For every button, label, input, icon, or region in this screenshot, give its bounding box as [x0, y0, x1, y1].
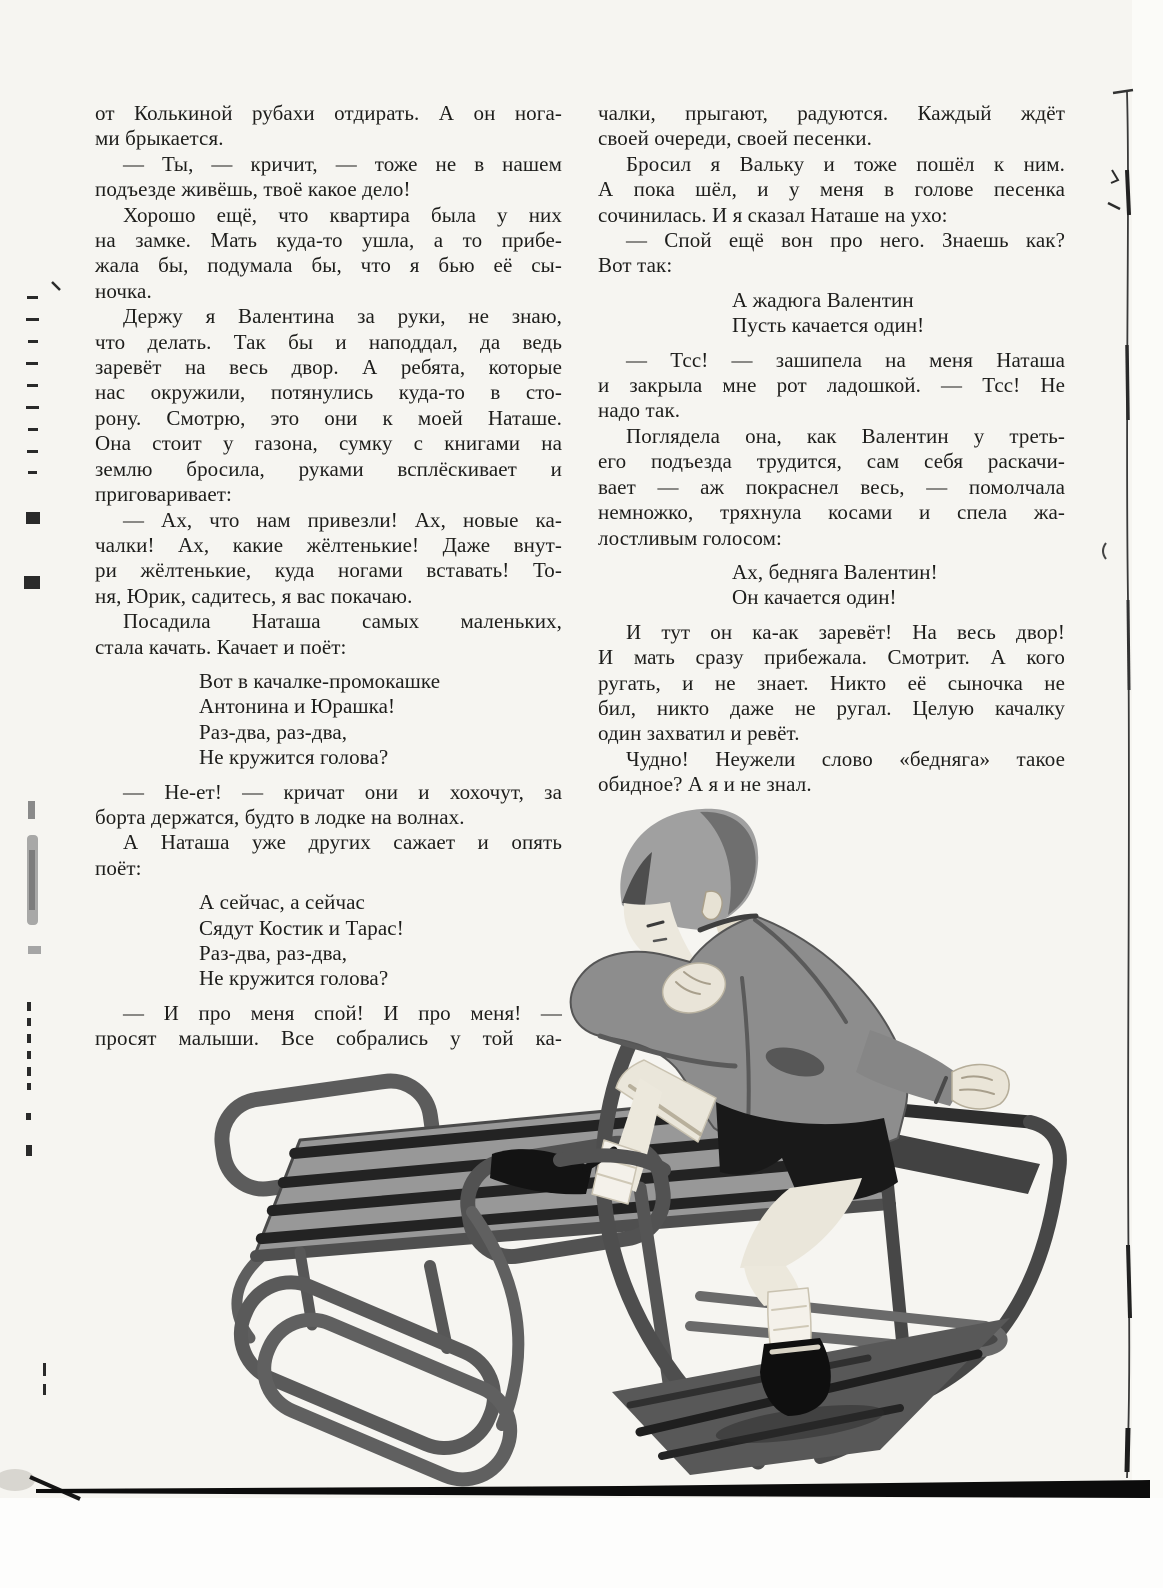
boy-hair-front [622, 852, 652, 905]
text-line: что делать. Так бы и наподдал, да ведь [95, 329, 562, 354]
verse-block [95, 890, 562, 992]
paragraph-block [598, 101, 1065, 152]
boy-left-sandal [490, 1149, 592, 1194]
text-line: Не кружится голова? [199, 966, 389, 991]
paragraph-block [598, 152, 1065, 228]
text-line: Бросил я Вальку и тоже пошёл к ним. [626, 151, 1065, 176]
bottom-edge-bar [36, 1480, 1150, 1498]
text-line: Вот в качалке-промокашке [199, 668, 441, 693]
text-line: борта держатся, будто в лодке на волнах. [95, 804, 465, 829]
text-line: сочинилась. И я сказал Наташе на ухо: [598, 202, 948, 227]
verse-block [95, 669, 562, 771]
front-handle-overlap-tube [560, 1155, 664, 1170]
text-line: — Ты, — кричит, — тоже не в нашем [123, 151, 562, 176]
left-rocker-runner-front [250, 1305, 525, 1493]
boy-right-sock [768, 1288, 811, 1376]
left-rocker-front-handle [462, 1137, 670, 1262]
text-line: чалки, прыгают, радуются. Каждый ждёт [598, 101, 1065, 125]
text-line: чалки! Ах, какие жёлтенькие! Даже внут- [95, 532, 562, 557]
boy-left-thigh [616, 1060, 716, 1142]
text-line: Сядут Костик и Тарас! [199, 915, 404, 940]
boy-sleeve [856, 1030, 965, 1106]
boy-shorts [716, 1102, 898, 1201]
text-line: ночка. [95, 278, 152, 303]
left-rocker-runner-back [226, 1267, 509, 1463]
text-line: А жадюга Валентин [732, 287, 914, 312]
left-rocker-back-handle [217, 1076, 437, 1194]
text-line: ри жёлтенькие, куда ногами вставать! То- [95, 558, 562, 583]
text-line: А пока шёл, и у меня в голове песенка [598, 177, 1065, 202]
right-rocker-runner-tube-1 [700, 1296, 985, 1326]
text-line: — Не-ет! — кричат они и хохочут, за [123, 779, 562, 804]
left-rocker-swing [217, 1076, 890, 1494]
fist-finger-lines [676, 972, 710, 994]
text-line: И мать сразу прибежала. Смотрит. А кого [598, 645, 1065, 670]
text-line: Он качается один! [732, 585, 897, 610]
left-rocker-leg-2 [430, 1266, 447, 1348]
left-sock-rib [598, 1158, 636, 1184]
paragraph-block [95, 203, 562, 305]
right-rocker-upright [878, 1086, 908, 1398]
boy-fist [656, 955, 732, 1020]
text-line: приговаривает: [95, 482, 232, 507]
text-line: Пусть качается один! [732, 313, 925, 338]
right-rocker-seat [760, 1108, 1040, 1194]
text-line: его подъезда трудится, сам себя раскачи- [598, 449, 1065, 474]
text-line: и закрыла мне рот ладошкой. — Тсс! Не [598, 373, 1065, 398]
left-margin-marks [24, 282, 60, 1395]
right-rocker-platform [612, 1318, 1010, 1475]
right-rocker-swing [603, 1008, 1060, 1462]
page-bottom-strip [0, 1498, 1163, 1588]
text-line: стала качать. Качает и поёт: [95, 634, 347, 659]
left-sandal-strap [586, 1150, 614, 1168]
right-edge-tick [1113, 90, 1133, 93]
boy-jacket [571, 916, 908, 1156]
jacket-folds [600, 916, 946, 1126]
paragraph-block [598, 348, 1065, 424]
text-line: ми брыкается. [95, 126, 224, 151]
text-line: жала бы, подумала бы, что я бью её сы- [95, 253, 562, 278]
left-rocker-leg-3 [640, 1188, 674, 1416]
left-rocker-leg-1 [300, 1252, 312, 1325]
right-edge-line [1127, 92, 1129, 1478]
boy-face [624, 902, 700, 968]
text-line: землю бросила, руками всплёскивает и [95, 456, 562, 481]
text-line: на замке. Мать куда-то ушла, а то прибе- [95, 228, 562, 253]
text-line: — Тсс! — зашипела на меня Наташа [626, 347, 1065, 372]
right-sock-ribs [772, 1306, 808, 1350]
text-line: А сейчас, а сейчас [199, 890, 365, 915]
text-line: надо так. [598, 398, 681, 423]
page-edge-strip [1132, 0, 1163, 1588]
paragraph-block [95, 101, 562, 152]
text-line: просят малыши. Все собрались у той ка- [95, 1026, 562, 1051]
bench-front-rail [256, 1204, 890, 1256]
boy-eye [654, 939, 666, 941]
text-line: Посадила Наташа самых маленьких, [123, 609, 562, 634]
jacket-pocket-shadow [763, 1042, 828, 1082]
boy-right-shin [744, 1266, 802, 1306]
text-line: Вот так: [598, 253, 673, 278]
text-line: Антонина и Юрашка! [199, 694, 396, 719]
text-line: вает — аж покраснел весь, — помолчала [598, 474, 1065, 499]
text-line: — Спой ещё вон про него. Знаешь как? [626, 228, 1065, 253]
text-line: немножко, тряхнула косами и спела жа- [598, 500, 1065, 525]
text-line: поёт: [95, 855, 142, 880]
text-line: обидное? А я и не знал. [598, 772, 812, 797]
text-line: заревёт на весь двор. А ребята, которые [95, 355, 562, 380]
right-rocker-runner-tube-2 [690, 1326, 982, 1352]
text-line: Раз-два, раз-два, [199, 719, 348, 744]
text-line: — И про меня спой! И про меня! — [123, 1000, 562, 1025]
boy-hand-grip [952, 1065, 1009, 1109]
verse-block [598, 288, 1065, 339]
text-line: Ах, бедняга Валентин! [732, 559, 938, 584]
bottom-left-diagonal [30, 1477, 80, 1499]
text-line: бил, никто даже не ругал. Целую качалку [598, 695, 1065, 720]
paragraph-block [598, 620, 1065, 747]
text-column-right [598, 101, 1065, 798]
text-line: ня, Юрик, садитесь, я вас покачаю. [95, 583, 413, 608]
paragraph-block [95, 508, 562, 610]
text-line: подъезде живёшь, твоё какое дело! [95, 177, 411, 202]
right-shoe-strap-gap [772, 1347, 818, 1352]
text-line: Поглядела она, как Валентин у треть- [626, 423, 1065, 448]
paragraph-block [95, 609, 562, 660]
boy-left-sock [592, 1140, 640, 1204]
text-column-left [95, 101, 562, 1052]
paragraph-block [95, 780, 562, 831]
text-line: Чудно! Неужели слово «бедняга» такое [626, 746, 1065, 771]
boy-right-shoe [760, 1338, 831, 1416]
text-line: Хорошо ещё, что квартира была у них [123, 202, 562, 227]
paragraph-block [95, 830, 562, 881]
right-rocker-shield-arc [908, 1122, 1060, 1400]
grip-finger-lines [960, 1076, 994, 1094]
paragraph-block [598, 228, 1065, 279]
right-rocker-arc-tail [820, 1398, 908, 1458]
right-rocker-big-arc [603, 1008, 758, 1462]
boy-ear [702, 891, 722, 919]
right-rocker-grip-bar [705, 1092, 1030, 1122]
boy-right-thigh [740, 1178, 862, 1268]
paragraph-block [95, 152, 562, 203]
left-rocker-connector [237, 1256, 262, 1338]
text-line: — Ах, что нам привезли! Ах, новые ка- [123, 507, 562, 532]
text-line: Не кружится голова? [199, 745, 389, 770]
paragraph-block [95, 1001, 562, 1052]
left-rocker-bench [256, 1090, 888, 1252]
left-rocker-base-curve [472, 1212, 518, 1425]
boy-hair-shade [700, 812, 756, 915]
text-line: Раз-два, раз-два, [199, 941, 348, 965]
paragraph-block [598, 424, 1065, 551]
left-thigh-shade [630, 1086, 700, 1134]
boy-brow [648, 922, 663, 926]
text-line: Держу я Валентина за руки, не знаю, [123, 304, 562, 329]
text-line: от Колькиной рубахи отдирать. А он нога- [95, 101, 562, 125]
verse-block [598, 560, 1065, 611]
text-line: И тут он ка-ак заревёт! На весь двор! [626, 619, 1065, 644]
right-rocker-runner-end [982, 1326, 1003, 1352]
boy-hair [620, 809, 758, 930]
text-line: лостливым голосом: [598, 525, 782, 550]
text-line: рону. Смотрю, это они к моей Наташе. [95, 405, 562, 430]
text-line: ругать, и не знает. Никто её сыночка не [598, 670, 1065, 695]
boy-left-shin [606, 1078, 662, 1192]
text-line: А Наташа уже других сажает и опять [123, 830, 562, 855]
text-line: нас окружили, потянулись куда-то в сто- [95, 380, 562, 405]
boy-neck [716, 918, 752, 946]
text-line: один захватил и ревёт. [598, 721, 800, 746]
paragraph-block [598, 747, 1065, 798]
paragraph-block [95, 304, 562, 507]
bench-slats [261, 1103, 881, 1238]
text-line: Она стоит у газона, сумку с книгами на [95, 431, 562, 456]
boy-climbing [490, 809, 1009, 1416]
text-line: своей очереди, своей песенки. [598, 126, 872, 151]
